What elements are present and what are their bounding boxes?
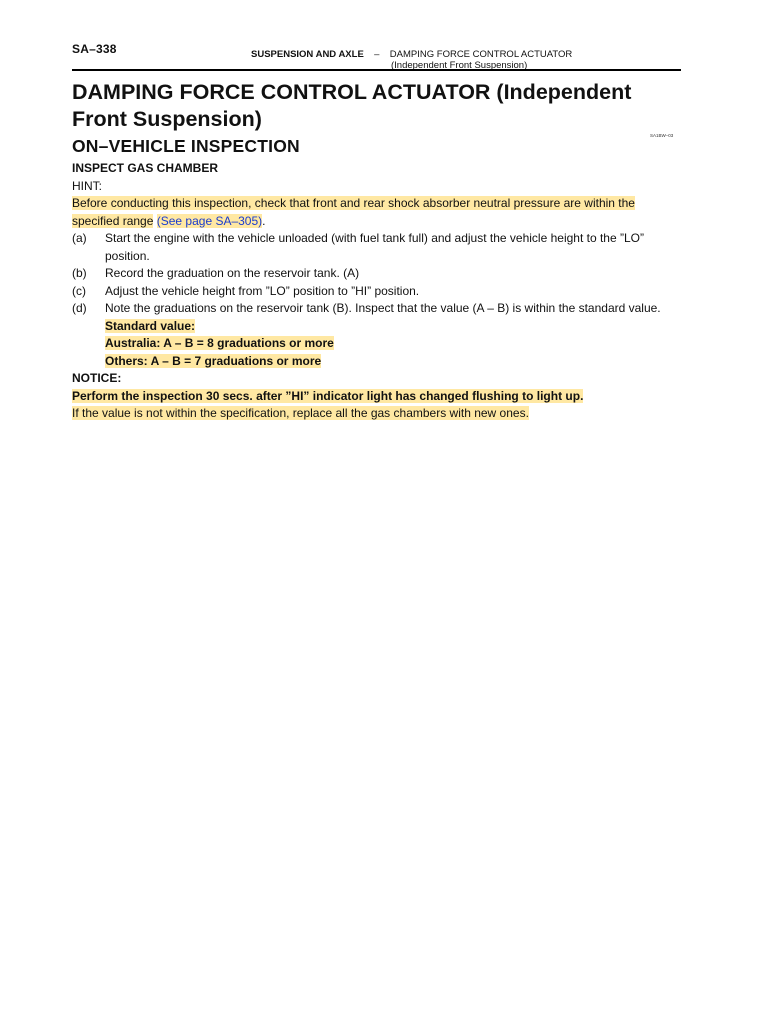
image-code: SA1BW–03 [650,133,674,138]
standard-australia-text: Australia: A – B = 8 graduations or more [105,336,334,350]
page-title: DAMPING FORCE CONTROL ACTUATOR (Independent Front Suspension) [72,80,632,131]
standard-australia [72,335,684,353]
header-rule [72,69,681,71]
hint-end: . [262,213,266,228]
see-page-link[interactable]: (See page SA–305) [156,213,263,228]
section-name: SUSPENSION AND AXLE [251,49,364,60]
page-number: SA–338 [72,42,117,56]
standard-others [72,353,684,371]
step-marker: (b) [72,266,87,280]
section-title: ON–VEHICLE INSPECTION [72,136,300,156]
step-d [72,300,684,318]
final-paragraph [72,405,684,423]
step-marker: (d) [72,301,87,315]
step-a [72,230,684,265]
hint-text: Before conducting this inspection, check that front and rear shock absorber neutral pressure are within the specified range [72,196,635,228]
step-text: Record the graduation on the reservoir tank. (A) [105,266,360,280]
content-body [72,160,684,423]
final-text: If the value is not within the specification, replace all the gas chambers with new ones. [72,406,529,420]
subsection-name: DAMPING FORCE CONTROL ACTUATOR [389,49,573,60]
step-marker: (c) [72,283,86,298]
standard-others-text: Others: A – B = 7 graduations or more [105,353,322,368]
standard-label-text: Standard value: [105,318,196,333]
subsection-title: INSPECT GAS CHAMBER [72,161,219,175]
subsection-name-line2: (Independent Front Suspension) [391,60,528,71]
hint-label: HINT: [72,178,102,193]
step-text: Adjust the vehicle height from ”LO” position to ”HI” position. [105,283,420,298]
notice-label: NOTICE: [72,371,122,385]
step-c [72,283,684,301]
step-b [72,265,684,283]
running-header [251,49,681,71]
notice-text: Perform the inspection 30 secs. after ”HI” indicator light has changed flushing to light up. [72,388,584,403]
step-marker: (a) [72,231,87,245]
notice-paragraph [72,388,684,406]
step-text: Start the engine with the vehicle unloaded (with fuel tank full) and adjust the vehicle height to the ”LO” position. [105,231,644,263]
step-text: Note the graduations on the reservoir tank (B). Inspect that the value (A – B) is within the standard value. [105,301,661,315]
hint-paragraph [72,195,684,230]
header-dash: – [374,49,380,60]
standard-label [72,318,684,336]
